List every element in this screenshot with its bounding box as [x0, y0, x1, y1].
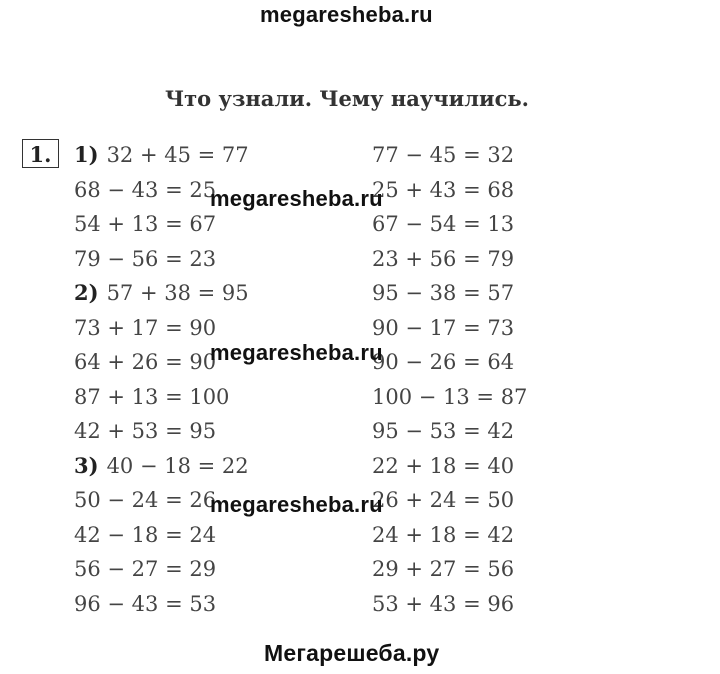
equation-text: 40 − 18 = 22: [106, 454, 249, 478]
equation-text: 54 + 13 = 67: [74, 212, 217, 236]
equation-left: [74, 552, 216, 586]
equation-right: 100 − 13 = 87: [372, 385, 528, 409]
watermark-bottom: Мегарешеба.ру: [264, 640, 440, 666]
equation-left: [74, 242, 216, 276]
equation-left: [74, 207, 216, 241]
task-number-box: 1.: [22, 139, 59, 168]
equation-left: [74, 414, 216, 448]
equation-right: 24 + 18 = 42: [372, 523, 515, 547]
equation-right: 25 + 43 = 68: [372, 178, 515, 202]
equation-right: 77 − 45 = 32: [372, 143, 515, 167]
equation-left: [74, 449, 249, 483]
equation-left: [74, 380, 229, 414]
equation-text: 50 − 24 = 26: [74, 488, 217, 512]
equation-text: 57 + 38 = 95: [106, 281, 249, 305]
equation-left: [74, 173, 216, 207]
equation-text: 87 + 13 = 100: [74, 385, 230, 409]
equation-text: 32 + 45 = 77: [106, 143, 249, 167]
equation-text: 42 + 53 = 95: [74, 419, 217, 443]
equation-right: 22 + 18 = 40: [372, 454, 515, 478]
equation-right: 53 + 43 = 96: [372, 592, 515, 616]
equation-text: 42 − 18 = 24: [74, 523, 217, 547]
equation-left: [74, 345, 216, 379]
watermark-middle-2: megaresheba.ru: [210, 340, 383, 365]
watermark-middle-1: megaresheba.ru: [210, 186, 383, 211]
part-label: 3): [74, 453, 99, 478]
equation-left: [74, 311, 216, 345]
equation-right: 90 − 17 = 73: [372, 316, 515, 340]
equation-text: 96 − 43 = 53: [74, 592, 217, 616]
equation-right: 29 + 27 = 56: [372, 557, 515, 581]
section-title: Что узнали. Чему научились.: [165, 86, 529, 111]
equation-left: [74, 518, 216, 552]
watermark-middle-3: megaresheba.ru: [210, 492, 383, 517]
equation-text: 64 + 26 = 90: [74, 350, 217, 374]
equation-right: 26 + 24 = 50: [372, 488, 515, 512]
equation-right: 67 − 54 = 13: [372, 212, 515, 236]
watermark-top: megaresheba.ru: [260, 2, 433, 27]
part-label: 1): [74, 142, 99, 167]
equation-right: 23 + 56 = 79: [372, 247, 515, 271]
part-label: 2): [74, 280, 99, 305]
equation-left: [74, 483, 216, 517]
equation-right: 90 − 26 = 64: [372, 350, 515, 374]
equation-right: 95 − 38 = 57: [372, 281, 515, 305]
equation-text: 79 − 56 = 23: [74, 247, 217, 271]
equation-text: 68 − 43 = 25: [74, 178, 217, 202]
equation-left: [74, 276, 249, 310]
equation-left: [74, 587, 216, 621]
equation-right: 95 − 53 = 42: [372, 419, 515, 443]
equation-left: [74, 138, 249, 172]
equation-text: 73 + 17 = 90: [74, 316, 217, 340]
equation-text: 56 − 27 = 29: [74, 557, 217, 581]
